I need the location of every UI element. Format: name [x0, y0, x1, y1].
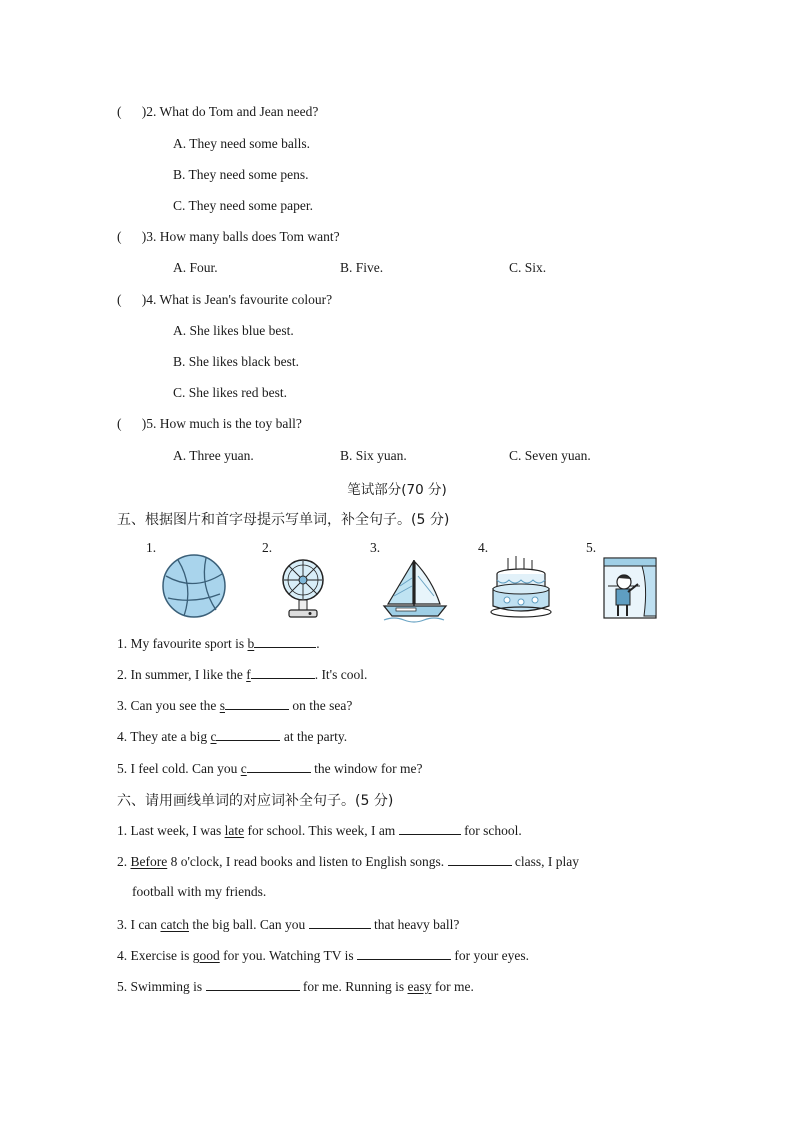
hint-letter: c — [240, 761, 247, 776]
picture-number: 2. — [262, 540, 273, 555]
question-stem: 5. How much is the toy ball? — [146, 416, 302, 431]
boy-closing-window-icon — [602, 556, 658, 620]
underlined-word: Before — [130, 854, 168, 869]
option-c: C. Six. — [509, 260, 547, 275]
question-3-row — [117, 229, 340, 245]
question-stem: 2. What do Tom and Jean need? — [146, 104, 319, 119]
option-a: A. She likes blue best. — [173, 323, 294, 338]
question-5-row — [117, 416, 302, 432]
answer-blank[interactable] — [216, 728, 280, 741]
answer-bracket[interactable]: ( ) — [117, 292, 147, 307]
hint-letter: s — [219, 698, 225, 713]
sentence-3: 3. I can catch the big ball. Can you that heavy ball? — [117, 917, 460, 932]
birthday-cake-icon — [490, 554, 552, 618]
sentence-1: 1. Last week, I was late for school. This week, I am for school. — [117, 823, 522, 838]
question-stem: 3. How many balls does Tom want? — [146, 229, 340, 244]
option-a: A. Four. — [173, 260, 218, 275]
answer-bracket[interactable]: ( ) — [117, 416, 147, 431]
underlined-word: easy — [407, 979, 432, 994]
sentence-4: 4. Exercise is good for you. Watching TV is for your eyes. — [117, 948, 529, 963]
question-stem: 4. What is Jean's favourite colour? — [146, 292, 333, 307]
sentence-3: 3. Can you see the s on the sea? — [117, 698, 353, 713]
sentence-2: 2. In summer, I like the f . It's cool. — [117, 667, 368, 682]
sentence-2-continued: football with my friends. — [132, 884, 267, 899]
section-5-title: 五、根据图片和首字母提示写单词，补全句子。(5 分) — [117, 512, 450, 528]
sentence-2: 2. Before 8 o'clock, I read books and listen to English songs. class, I play — [117, 854, 579, 869]
underlined-word: catch — [160, 917, 189, 932]
sentence-5: 5. I feel cold. Can you c the window for me? — [117, 761, 423, 776]
answer-blank[interactable] — [399, 822, 461, 835]
option-b: B. Five. — [340, 260, 384, 275]
sailboat-icon — [382, 556, 450, 624]
answer-bracket[interactable]: ( ) — [117, 104, 147, 119]
picture-number: 1. — [146, 540, 157, 555]
option-c: C. Seven yuan. — [509, 448, 591, 463]
answer-blank[interactable] — [206, 978, 300, 991]
sentence-1: 1. My favourite sport is b . — [117, 636, 320, 651]
question-4-row — [117, 292, 332, 308]
hint-letter: b — [247, 636, 255, 651]
hint-letter: c — [210, 729, 217, 744]
answer-blank[interactable] — [448, 853, 512, 866]
question-2-row — [117, 104, 318, 120]
option-b: B. She likes black best. — [173, 354, 299, 369]
answer-blank[interactable] — [251, 666, 315, 679]
hint-letter: f — [246, 667, 251, 682]
underlined-word: late — [224, 823, 245, 838]
picture-number: 5. — [586, 540, 597, 555]
underlined-word: good — [192, 948, 220, 963]
answer-blank[interactable] — [254, 635, 316, 648]
option-a: A. Three yuan. — [173, 448, 254, 463]
picture-number: 4. — [478, 540, 489, 555]
option-a: A. They need some balls. — [173, 136, 310, 151]
sentence-4: 4. They ate a big c at the party. — [117, 729, 348, 744]
option-b: B. They need some pens. — [173, 167, 309, 182]
answer-bracket[interactable]: ( ) — [117, 229, 147, 244]
answer-blank[interactable] — [357, 947, 451, 960]
written-part-title: 笔试部分(70 分) — [347, 482, 447, 498]
answer-blank[interactable] — [225, 697, 289, 710]
option-c: C. They need some paper. — [173, 198, 313, 213]
electric-fan-icon — [278, 558, 328, 622]
answer-blank[interactable] — [309, 916, 371, 929]
basketball-icon — [160, 552, 228, 620]
answer-blank[interactable] — [247, 760, 311, 773]
option-b: B. Six yuan. — [340, 448, 407, 463]
section-6-title: 六、请用画线单词的对应词补全句子。(5 分) — [117, 793, 394, 809]
option-c: C. She likes red best. — [173, 385, 287, 400]
picture-number: 3. — [370, 540, 381, 555]
sentence-5: 5. Swimming is for me. Running is easy for me. — [117, 979, 474, 994]
